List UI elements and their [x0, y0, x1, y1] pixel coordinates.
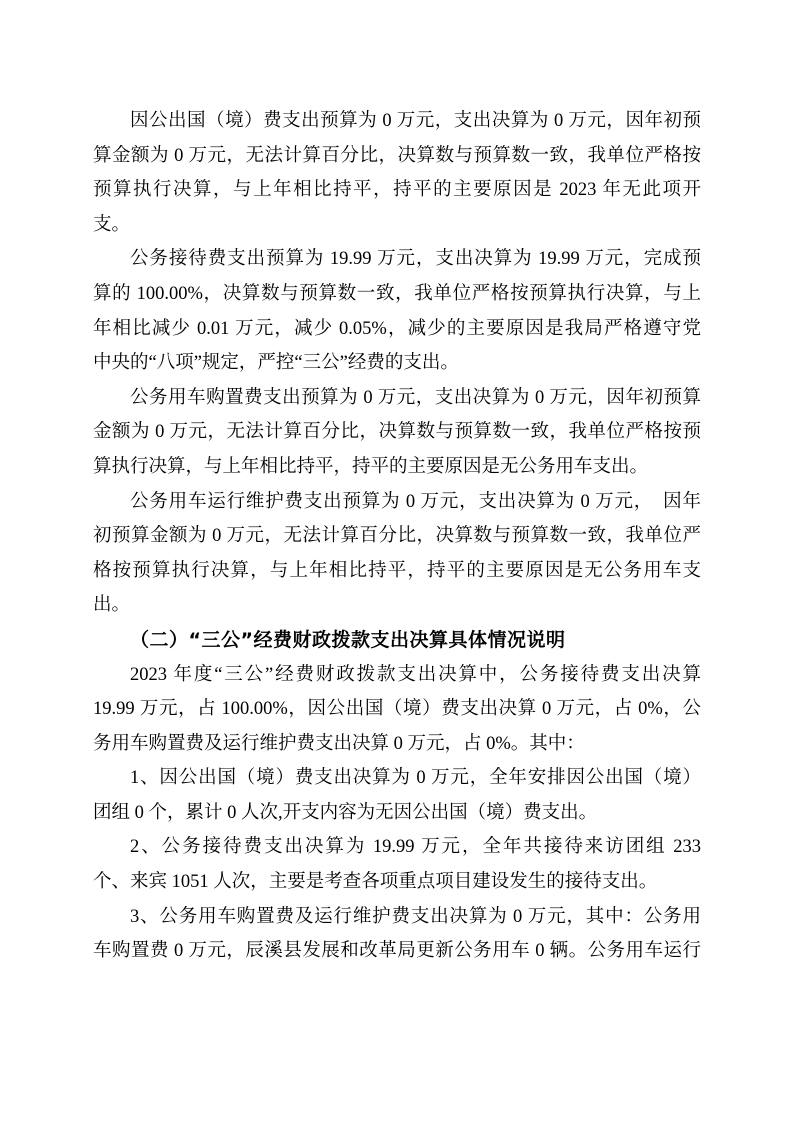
text-line: 算执行决算，与上年相比持平，持平的主要原因是无公务用车支出。: [93, 456, 649, 477]
document-body: [93, 104, 701, 969]
text-line: 公务用车购置费支出预算为 0 万元，支出决算为 0 万元，因年初预算: [130, 387, 701, 408]
text-line: 初预算金额为 0 万元，无法计算百分比，决算数与预算数一致，我单位严: [93, 526, 701, 547]
text-line: 2、公务接待费支出决算为 19.99 万元，全年共接待来访团组 233: [130, 837, 701, 858]
text-line: 中央的“八项”规定，严控“三公”经费的支出。: [93, 353, 459, 374]
para-item-1-outbound-travel: [93, 761, 701, 830]
text-line: 务用车购置费及运行维护费支出决算 0 万元，占 0%。其中：: [93, 733, 585, 754]
text-line: 车购置费 0 万元，辰溪县发展和改革局更新公务用车 0 辆。公务用车运行: [93, 941, 701, 962]
heading-section-two: [93, 623, 701, 658]
para-official-reception-detail: [93, 242, 701, 380]
text-line: 预算执行决算，与上年相比持平，持平的主要原因是 2023 年无此项开: [93, 180, 701, 201]
para-vehicle-purchase-detail: [93, 381, 701, 485]
text-line: 公务接待费支出预算为 19.99 万元，支出决算为 19.99 万元，完成预: [130, 249, 701, 270]
text-line: 个、来宾 1051 人次，主要是考查各项重点项目建设发生的接待支出。: [93, 872, 658, 893]
text-line: 算金额为 0 万元，无法计算百分比，决算数与预算数一致，我单位严格按: [93, 145, 701, 166]
text-line: （二）“三公”经费财政拨款支出决算具体情况说明: [130, 628, 566, 651]
text-line: 支。: [93, 214, 131, 235]
text-line: 2023 年度“三公”经费财政拨款支出决算中，公务接待费支出决算: [130, 664, 701, 685]
para-item-3-vehicles: [93, 900, 701, 969]
text-line: 出。: [93, 595, 131, 616]
para-outbound-travel-detail: [93, 104, 701, 242]
text-line: 年相比减少 0.01 万元，减少 0.05%，减少的主要原因是我局严格遵守党: [93, 318, 701, 339]
text-line: 1、因公出国（境）费支出决算为 0 万元，全年安排因公出国（境）: [130, 768, 701, 789]
text-line: 算的 100.00%，决算数与预算数一致，我单位严格按预算执行决算，与上: [93, 283, 701, 304]
text-line: 金额为 0 万元，无法计算百分比，决算数与预算数一致，我单位严格按预: [93, 422, 701, 443]
text-line: 3、公务用车购置费及运行维护费支出决算为 0 万元，其中：公务用: [130, 906, 701, 927]
text-line: 19.99 万元，占 100.00%，因公出国（境）费支出决算 0 万元，占 0%，公: [93, 699, 701, 720]
para-item-2-reception: [93, 830, 701, 899]
para-overview-2023: [93, 658, 701, 762]
text-line: 格按预算执行决算，与上年相比持平，持平的主要原因是无公务用车支: [93, 560, 701, 581]
text-line: 团组 0 个，累计 0 人次,开支内容为无因公出国（境）费支出。: [93, 802, 598, 823]
para-vehicle-maintenance-detail: [93, 485, 701, 623]
text-line: 公务用车运行维护费支出预算为 0 万元，支出决算为 0 万元， 因年: [130, 491, 701, 512]
text-line: 因公出国（境）费支出预算为 0 万元，支出决算为 0 万元，因年初预: [130, 111, 701, 131]
